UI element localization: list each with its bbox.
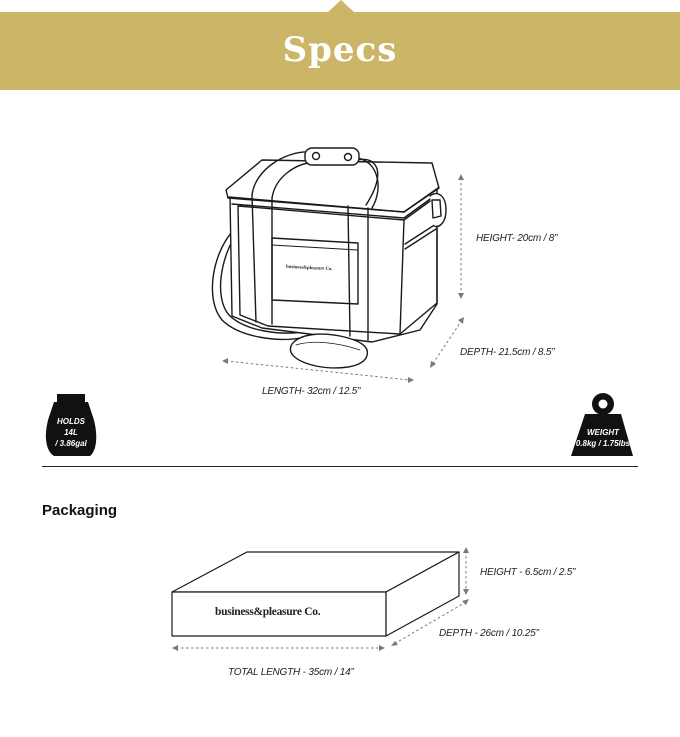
box-height-label: HEIGHT - 6.5cm / 2.5” — [480, 567, 576, 578]
bag-length-label: LENGTH- 32cm / 12.5” — [262, 386, 361, 397]
cooler-bag-illustration — [212, 148, 446, 368]
holds-label: HOLDS — [57, 417, 85, 426]
bag-brand-label: business&pleasure Co. — [285, 264, 333, 273]
packaging-heading: Packaging — [42, 502, 118, 519]
weight-badge-text — [566, 427, 640, 449]
box-brand-label: business&pleasure Co. — [215, 606, 321, 618]
holds-gallons: / 3.86gal — [55, 439, 87, 448]
weight-value: 0.8kg / 1.75lbs — [575, 439, 631, 448]
weight-label: WEIGHT — [587, 428, 619, 437]
bag-height-label: HEIGHT- 20cm / 8” — [476, 233, 558, 244]
bag-depth-label: DEPTH- 21.5cm / 8.5” — [460, 347, 555, 358]
holds-badge-text — [44, 416, 98, 449]
section-divider — [42, 466, 638, 467]
banner-title: Specs — [282, 30, 398, 70]
box-depth-label: DEPTH - 26cm / 10.25” — [439, 628, 539, 639]
holds-liters: 14L — [64, 428, 78, 437]
box-length-label: TOTAL LENGTH - 35cm / 14” — [228, 667, 354, 678]
packaging-box-illustration — [172, 552, 459, 636]
